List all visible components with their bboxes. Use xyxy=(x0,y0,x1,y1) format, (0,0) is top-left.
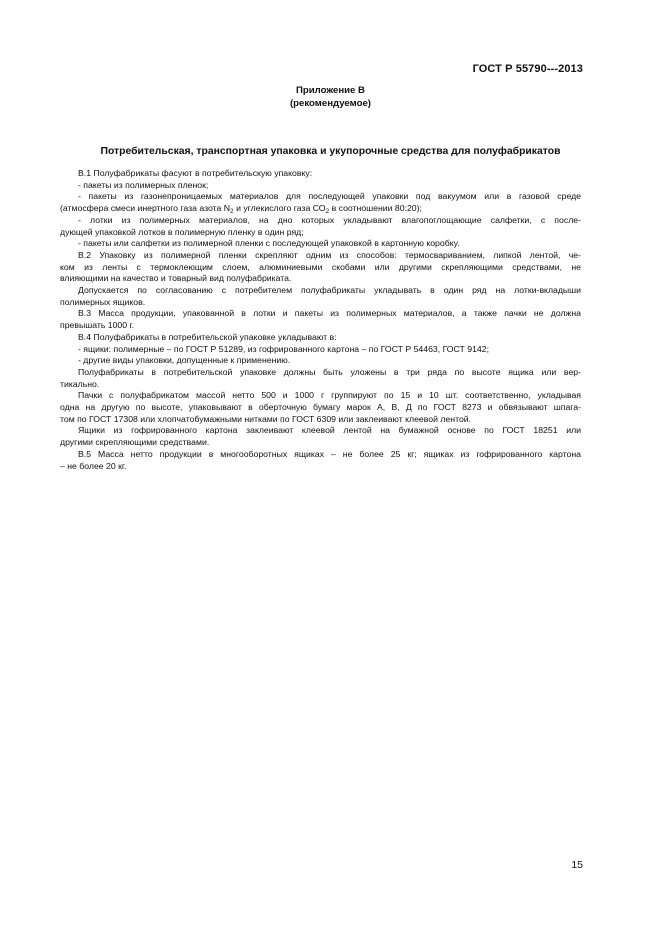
text-line: Допускается по согласованию с потребителем полуфабрикаты укладывать в один ряд на лотки-вкладыши xyxy=(78,285,581,296)
text-line: - лотки из полимерных материалов, на дно которых укладывают влагопоглощающие салфетки, с после- xyxy=(78,214,581,225)
text-line: В.5 Масса нетто продукции в многооборотных ящиках – не более 25 кг; ящиках из гофрированного картона xyxy=(78,448,581,459)
text-line: В.4 Полуфабрикаты в потребительской упаковке укладывают в: xyxy=(78,331,337,342)
text-line: полимерных ящиков. xyxy=(60,296,146,307)
text-line: В.3 Масса продукции, упакованной в лотки и пакеты из полимерных материалов, а также пачки не должна xyxy=(78,308,581,319)
text-line: - пакеты из полимерных пленок; xyxy=(78,179,209,190)
page-number: 15 xyxy=(571,859,583,871)
appendix-title: Приложение В xyxy=(296,85,365,96)
text-line: Полуфабрикаты в потребительской упаковке должны быть уложены в три ряда по высоте ящика или вер- xyxy=(78,366,581,377)
text-line: В.1 Полуфабрикаты фасуют в потребительскую упаковку: xyxy=(78,168,313,178)
appendix-heading xyxy=(0,85,661,110)
text-line: В.2 Упаковку из полимерной пленки скрепляют одним из способов: термосвариванием, липкой лентой, че- xyxy=(78,249,581,260)
text-line: одна на другую по высоте, упаковывают в оберточную бумагу марок А, В, Д по ГОСТ 8273 и обвязывают шпага- xyxy=(60,402,581,413)
text-line: - другие виды упаковки, допущенные к применению. xyxy=(78,355,291,366)
text-line: ком из ленты с термоклеющим слоем, алюминиевыми скобами или другими скрепляющими средствами, не xyxy=(60,261,581,272)
body-text xyxy=(60,168,581,472)
document-code: ГОСТ Р 55790---2013 xyxy=(472,63,583,75)
text-line: – не более 20 кг. xyxy=(60,460,127,471)
text-line: дующей упаковкой лотков в полимерную пленку в один ряд; xyxy=(60,226,304,237)
text-line: другими скрепляющими средствами. xyxy=(60,437,210,448)
text-line: - пакеты из газонепроницаемых материалов для последующей упаковки под вакуумом или в газовой среде xyxy=(78,191,581,202)
text-line: тикально. xyxy=(60,378,100,389)
appendix-subtitle: (рекомендуемое) xyxy=(289,97,371,109)
text-line: влияющими на качество и товарный вид полуфабриката. xyxy=(60,273,292,284)
text-line: превышать 1000 г. xyxy=(60,320,135,331)
text-line: Ящики из гофрированного картона заклеивают клеевой лентой на бумажной основе по ГОСТ 18251 или xyxy=(78,425,581,436)
text-line: - пакеты или салфетки из полимерной пленки с последующей упаковкой в картонную коробку. xyxy=(78,238,460,249)
text-line: (атмосфера смеси инертного газа азота $N_2$ и углекислого газа $СО_2$ в соотношении 80:20); xyxy=(60,203,422,216)
text-line: том по ГОСТ 17308 или хлопчатобумажными нитками по ГОСТ 6309 или заклеивают клеевой лентой. xyxy=(60,413,472,424)
section-title: Потребительская, транспортная упаковка и укупорочные средства для полуфабрикатов xyxy=(100,146,561,157)
text-line: - ящики: полимерные – по ГОСТ Р 51289, из гофрированного картона – по ГОСТ Р 54463, ГОСТ 9142; xyxy=(78,343,490,354)
text-line: Пачки с полуфабрикатом массой нетто 500 и 1000 г группируют по 15 и 10 шт. соответственно, укладывая xyxy=(78,390,581,401)
